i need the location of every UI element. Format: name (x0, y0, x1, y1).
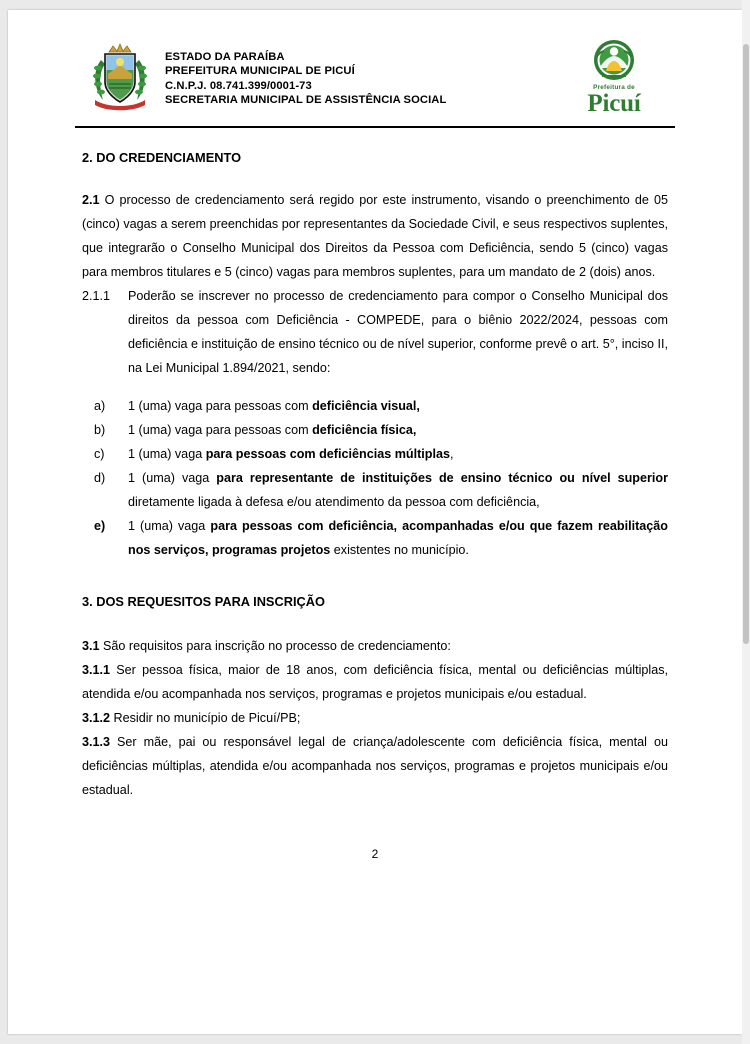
section-2-title: 2. DO CREDENCIAMENTO (82, 150, 242, 165)
list-item-bold-b: deficiência física, (312, 423, 417, 437)
paragraph-2-1-1-text: Poderão se inscrever no processo de credenciamento para compor o Conselho Municipal dos direitos da pessoa com Deficiência - COMPEDE, para o biênio 2022/2024, pessoas com deficiência e instituição de ensino técnico ou de nível superior, conforme prevê o art. 5°, inciso II, na Lei Municipal 1.894/2021, sendo: (128, 289, 668, 375)
scrollbar-thumb[interactable] (743, 44, 749, 644)
list-item-bold-a: deficiência visual, (312, 399, 420, 413)
list-item (82, 442, 668, 466)
paragraph-3-1-3-text: Ser mãe, pai ou responsável legal de criança/adolescente com deficiência física, mental ou deficiências múltiplas, atendida e/ou acompanhada nos serviços, programas e projetos municipais e/ou estadual. (82, 735, 668, 797)
document-page (8, 10, 742, 1034)
paragraph-3-1-text: São requisitos para inscrição no processo de credenciamento: (99, 639, 451, 653)
picui-logo-caption: Prefeitura de (593, 84, 635, 91)
list-item-text-a: 1 (uma) vaga para pessoas com (128, 399, 313, 413)
paragraph-3-1-2-number: 3.1.2 (82, 711, 111, 725)
list-item-body (128, 466, 668, 514)
list-item-label: c) (94, 447, 105, 461)
list-item-label: d) (94, 471, 106, 485)
list-item-body (128, 442, 668, 466)
list-item-text-d: 1 (uma) vaga (128, 471, 217, 485)
paragraph-2-1-text: O processo de credenciamento será regido por este instrumento, visando o preenchimento de 05 (cinco) vagas a serem preenchidas por representantes da Sociedade Civil, e seus respectivos suplentes, que integrarão o Conselho Municipal dos Direitos da Pessoa com Deficiência, sendo 5 (cinco) vagas para membros titulares e 5 (cinco) vagas para membros suplentes, para um mandato de 2 (dois) anos. (82, 193, 668, 279)
header-line-secretaria: SECRETARIA MUNICIPAL DE ASSISTÊNCIA SOCIAL (165, 94, 447, 107)
paragraph-3-1-1 (82, 658, 668, 706)
picui-logo (559, 38, 669, 116)
list-item-tail-c: , (449, 447, 454, 461)
paragraph-3-1-number: 3.1 (82, 639, 100, 653)
list-item-label: e) (94, 519, 106, 533)
header-entity-text (165, 50, 446, 108)
page-number: 2 (371, 847, 379, 861)
list-item (82, 394, 668, 418)
list-item-text-b: 1 (uma) vaga para pessoas com (128, 423, 313, 437)
list-item-bold-d: para representante de instituições de ensino técnico ou nível superior (216, 471, 668, 485)
list-item-tail-e: existentes no município. (330, 543, 469, 557)
list-item-label: b) (94, 423, 106, 437)
list-item (82, 466, 668, 514)
list-item-body (128, 394, 668, 418)
picui-logo-word: Picuí (587, 90, 641, 117)
list-item-tail-d: diretamente ligada à defesa e/ou atendimento da pessoa com deficiência, (128, 495, 540, 509)
list-item-text-c: 1 (uma) vaga (128, 447, 206, 461)
list-item-body (128, 514, 668, 562)
paragraph-3-1 (82, 634, 668, 658)
paragraph-2-1 (82, 188, 668, 284)
paragraph-2-1-1 (82, 284, 668, 380)
paragraph-3-1-3 (82, 730, 668, 802)
vertical-scrollbar[interactable] (742, 0, 750, 1044)
paragraph-3-1-1-number: 3.1.1 (82, 663, 111, 677)
list-item-label: a) (94, 399, 106, 413)
list-item (82, 514, 668, 562)
credential-vacancy-list (82, 394, 668, 562)
list-item-bold-c: para pessoas com deficiências múltiplas (205, 447, 450, 461)
paragraph-3-1-2 (82, 706, 668, 730)
paragraph-3-1-1-text: Ser pessoa física, maior de 18 anos, com deficiência física, mental ou deficiências múltiplas, atendida e/ou acompanhada nos serviços, programas e projetos municipais e/ou estadual. (82, 663, 668, 701)
section-3-title: 3. DOS REQUESITOS PARA INSCRIÇÃO (82, 594, 325, 609)
header-line-cnpj: C.N.P.J. 08.741.399/0001-73 (165, 79, 312, 92)
coat-of-arms-icon (89, 38, 151, 112)
paragraph-2-1-number: 2.1 (82, 193, 100, 207)
list-item-text-e: 1 (uma) vaga (128, 519, 211, 533)
document-body (82, 128, 668, 866)
list-item-body (128, 418, 668, 442)
header-line-estado: ESTADO DA PARAÍBA (165, 51, 285, 63)
header-line-prefeitura: PREFEITURA MUNICIPAL DE PICUÍ (165, 65, 355, 78)
document-header (75, 38, 675, 120)
picui-logo-emblem-icon (586, 38, 642, 86)
paragraph-3-1-3-number: 3.1.3 (82, 735, 111, 749)
paragraph-2-1-1-number: 2.1.1 (82, 289, 111, 303)
list-item-bold-e: para pessoas com deficiência, acompanhadas e/ou que fazem reabilitação nos serviços, programas projetos (128, 519, 668, 557)
paragraph-3-1-2-text: Residir no município de Picuí/PB; (110, 711, 301, 725)
list-item (82, 418, 668, 442)
